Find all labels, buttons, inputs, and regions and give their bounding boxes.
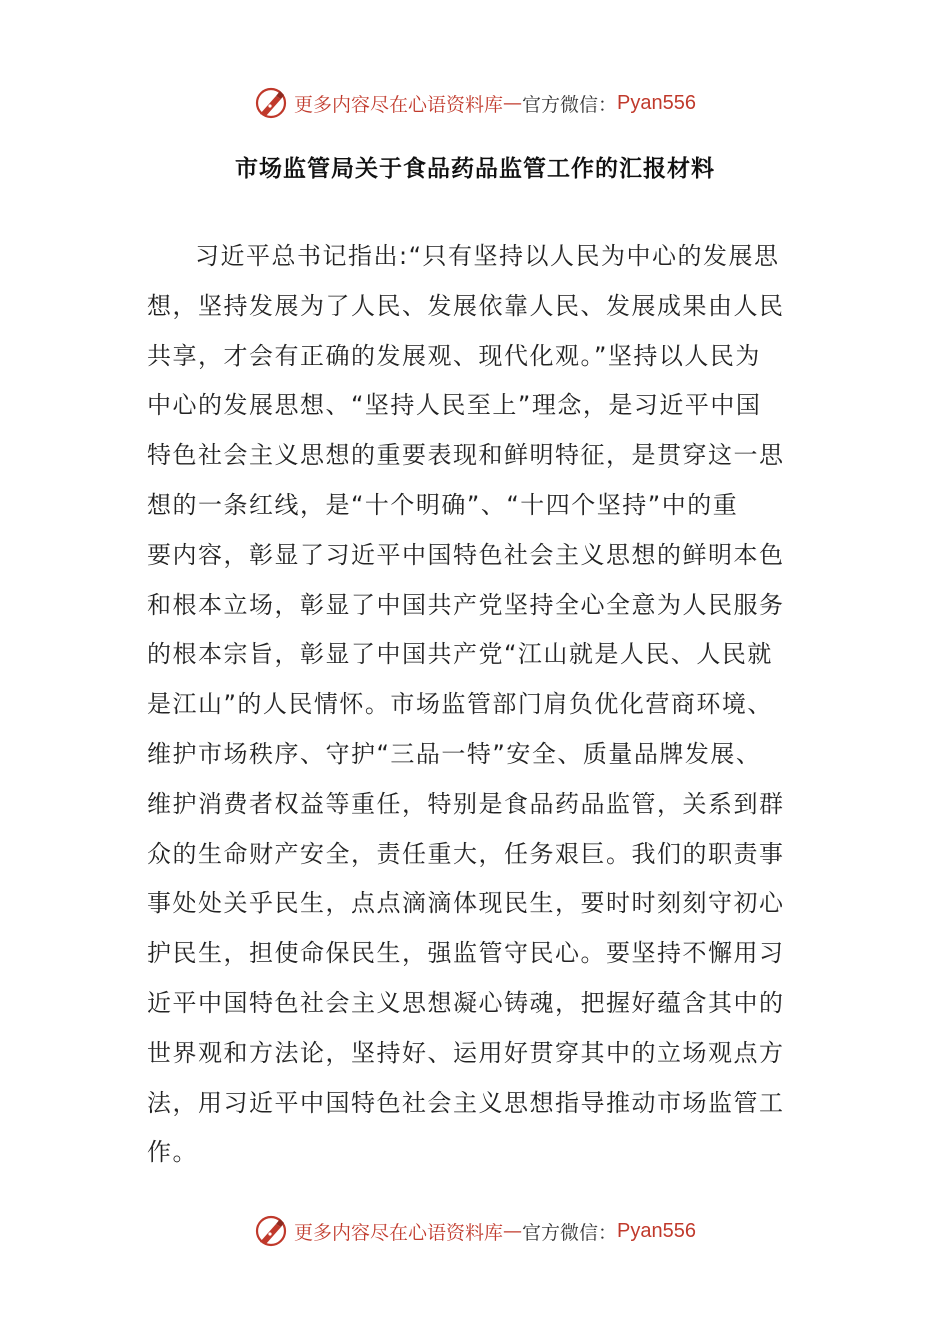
body-line: 维护消费者权益等重任，特别是食品药品监管，关系到群 <box>147 789 785 818</box>
body-line: 近平中国特色社会主义思想凝心铸魂，把握好蕴含其中的 <box>147 988 785 1017</box>
body-line: 想的一条红线，是“十个明确”、“十四个坚持”中的重 <box>147 490 739 519</box>
body-line: 法，用习近平中国特色社会主义思想指导推动市场监管工 <box>147 1088 785 1117</box>
wechat-label: 官方微信： <box>522 93 618 116</box>
body-line: 的根本宗旨，彰显了中国共产党“江山就是人民、人民就 <box>147 640 773 669</box>
wechat-label: 官方微信： <box>522 1221 618 1244</box>
body-line: 众的生命财产安全，责任重大，任务艰巨。我们的职责事 <box>147 839 785 868</box>
body-line: 习近平总书记指出:“只有坚持以人民为中心的发展思 <box>195 242 780 270</box>
body-line: 共享，才会有正确的发展观、现代化观。”坚持以人民为 <box>147 341 761 370</box>
body-line: 事处处关乎民生，点点滴滴体现民生，要时时刻刻守初心 <box>147 889 785 918</box>
document-body <box>147 232 797 1178</box>
banner-dash: — <box>503 1220 523 1242</box>
site-name: 更多内容尽在心语资料库 <box>294 1221 504 1244</box>
body-line: 要内容，彰显了习近平中国特色社会主义思想的鲜明本色 <box>147 540 785 569</box>
body-line: 中心的发展思想、“坚持人民至上”理念，是习近平中国 <box>147 391 762 420</box>
body-line: 维护市场秩序、守护“三品一特”安全、质量品牌发展、 <box>147 739 762 768</box>
document-title: 市场监管局关于食品药品监管工作的汇报材料 <box>235 156 715 182</box>
body-line: 护民生，担使命保民生，强监管守民心。要坚持不懈用习 <box>147 939 785 968</box>
footer-banner <box>0 1211 950 1251</box>
pen-logo-icon <box>254 1214 288 1248</box>
banner-dash: — <box>503 92 523 114</box>
body-line: 和根本立场，彰显了中国共产党坚持全心全意为人民服务 <box>147 590 785 619</box>
pen-logo-icon <box>254 86 288 120</box>
body-line: 作。 <box>147 1138 198 1167</box>
wechat-id: Pyan556 <box>617 91 696 114</box>
site-name: 更多内容尽在心语资料库 <box>294 93 504 116</box>
body-line: 想，坚持发展为了人民、发展依靠人民、发展成果由人民 <box>147 291 785 320</box>
body-line: 世界观和方法论，坚持好、运用好贯穿其中的立场观点方 <box>147 1038 785 1067</box>
body-line: 特色社会主义思想的重要表现和鲜明特征，是贯穿这一思 <box>147 441 785 470</box>
body-line: 是江山”的人民情怀。市场监管部门肩负优化营商环境、 <box>147 690 773 719</box>
wechat-id: Pyan556 <box>617 1219 696 1242</box>
header-banner <box>0 83 950 123</box>
